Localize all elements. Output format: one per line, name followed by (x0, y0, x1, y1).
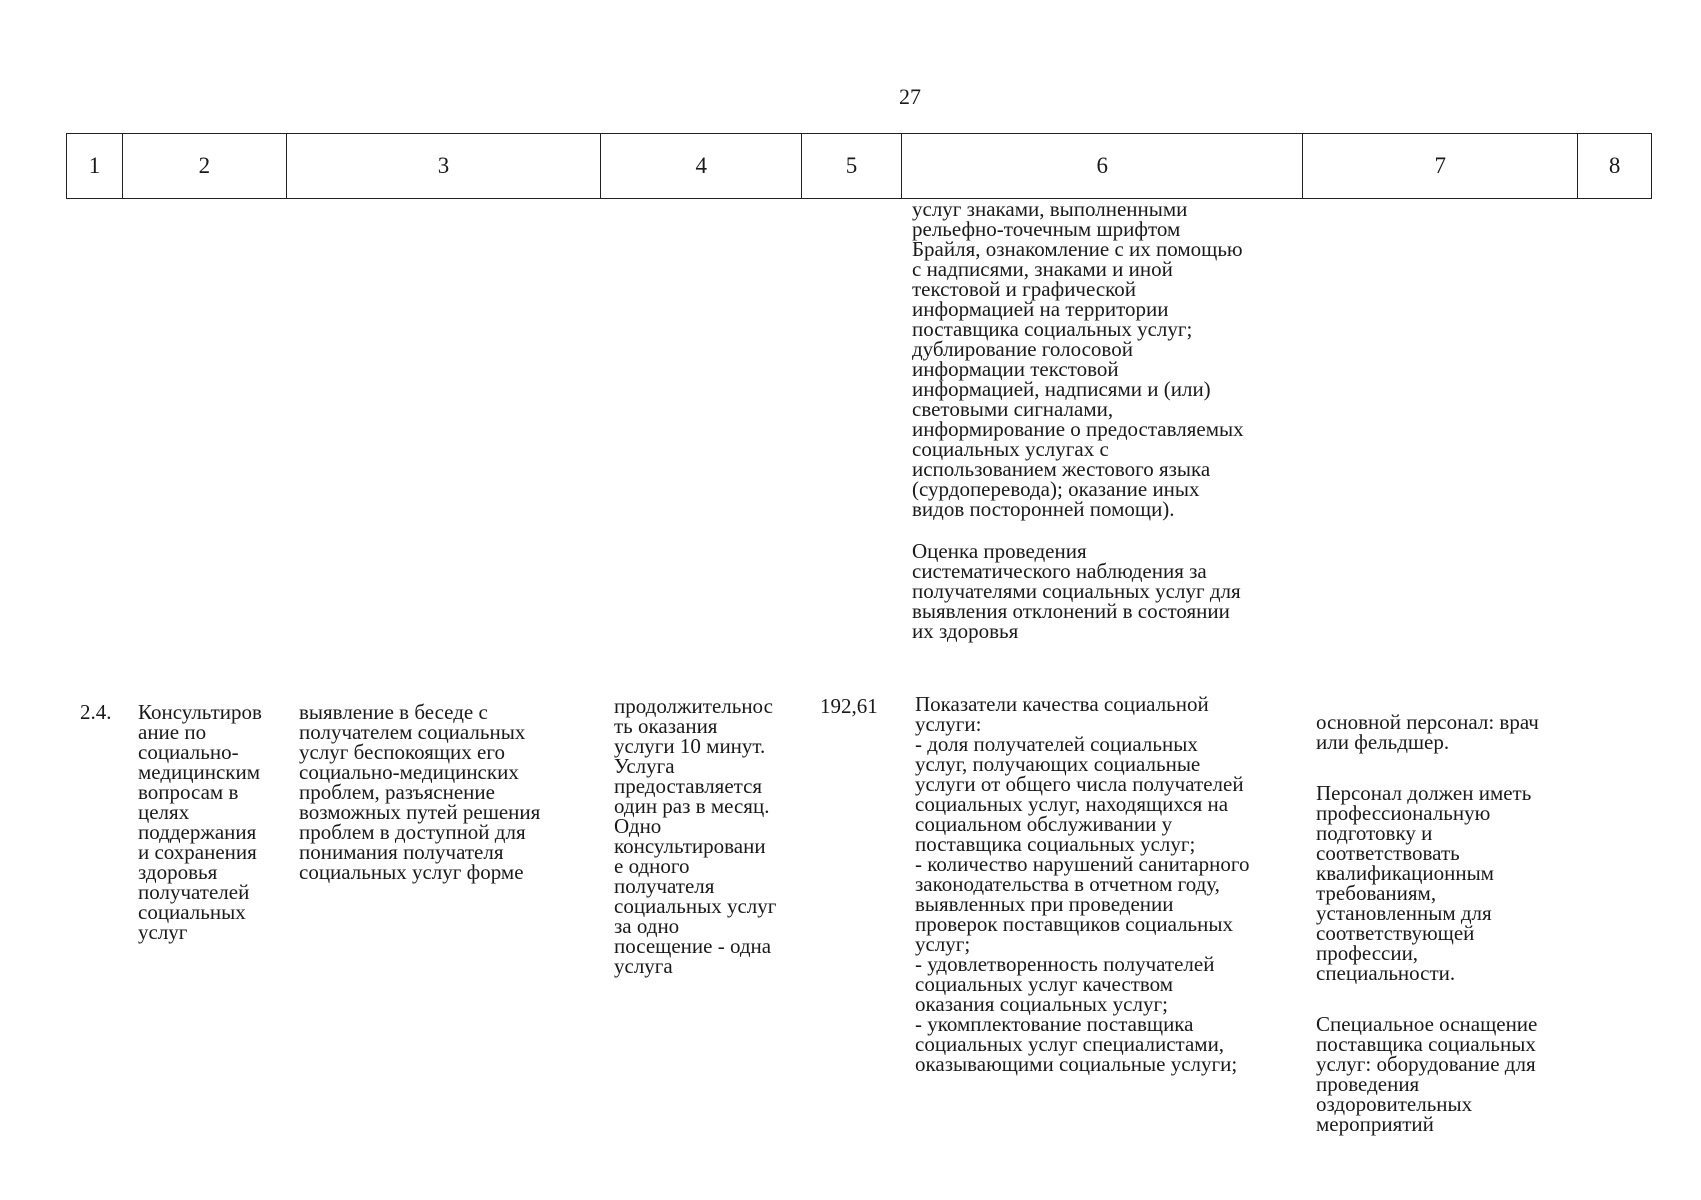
header-col-4: 4 (601, 134, 802, 198)
service-price: 192,61 (820, 694, 878, 718)
table-header-row (66, 133, 1652, 199)
service-name: Консультиров ание по социально- медицинским вопросам в целях поддержания и сохранения здоровья получателей социальных услуг (138, 700, 262, 944)
header-col-6: 6 (902, 134, 1303, 198)
quality-indicators: Показатели качества социальной услуги: - доля получателей социальных услуг, получающих социальные услуги от общего числа получателей социальных услуг, находящихся на социальном обслуживании у поставщика социальных услуг; - количество нарушений санитарного законодательства в отчетном году, выявленных при проведении проверок поставщиков социальных услуг; - удовлетворенность получателей социальных услуг качеством оказания социальных услуг; - укомплектование поставщика социальных услуг специалистами, оказывающими социальные услуги; (915, 692, 1250, 1076)
continued-col6-text: услуг знаками, выполненными рельефно-точечным шрифтом Брайля, ознакомление с их помощью с надписями, знаками и иной текстовой и графической информацией на территории поставщика социальных услуг; дублирование голосовой информации текстовой информацией, надписями и (или) световыми сигналами, информирование о предоставляемых социальных услугах с использованием жестового языка (сурдоперевода); оказание иных видов посторонней помощи). (912, 197, 1244, 521)
service-content: выявление в беседе с получателем социальных услуг беспокоящих его социально-медицинских проблем, разъяснение возможных путей решения проблем в доступной для понимания получателя социальных услуг форме (299, 700, 541, 884)
page-number: 27 (899, 84, 921, 109)
header-col-7: 7 (1303, 134, 1578, 198)
header-col-1: 1 (67, 134, 123, 198)
header-col-2: 2 (123, 134, 287, 198)
continued-col6-assessment: Оценка проведения систематического наблюдения за получателями социальных услуг для выявления отклонений в состоянии их здоровья (912, 539, 1241, 643)
row-number: 2.4. (80, 700, 112, 724)
header-col-3: 3 (287, 134, 602, 198)
staff-qualification: Персонал должен иметь профессиональную подготовку и соответствовать квалификационным требованиям, установленным для соответствующей профессии, специальности. (1316, 781, 1532, 985)
header-col-8: 8 (1608, 153, 1621, 178)
staff-requirements (1316, 692, 1596, 1165)
service-duration: продолжительнос ть оказания услуги 10 минут. Услуга предоставляется один раз в месяц. Одно консультировани е одного получателя социальных услуг за одно посещение - одна услуга (614, 694, 777, 978)
header-col-5: 5 (802, 134, 902, 198)
staff-equipment: Специальное оснащение поставщика социальных услуг: оборудование для проведения оздоровительных мероприятий (1316, 1012, 1538, 1136)
staff-basic: основной персонал: врач или фельдшер. (1316, 710, 1539, 754)
